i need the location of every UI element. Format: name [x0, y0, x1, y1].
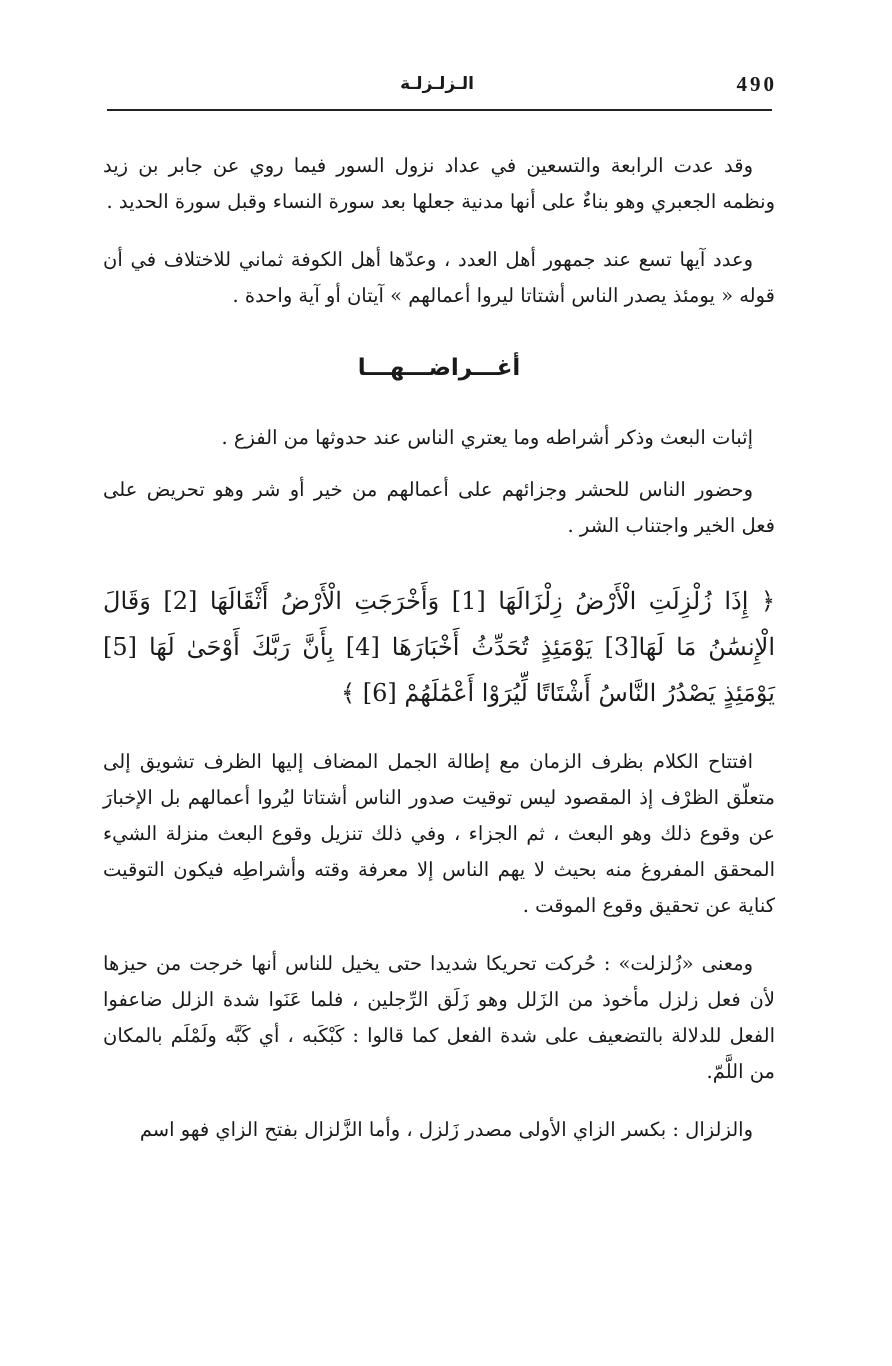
page-body	[103, 148, 775, 1170]
paragraph-verse-count: وعدد آيها تسع عند جمهور أهل العدد ، وعدّها أهل الكوفة ثماني للاختلاف في أن قوله « يومئذ يصدر الناس أشتاتا ليروا أعمالهم » آيتان أو آية واحدة .	[103, 248, 775, 307]
paragraph-revelation-order: وقد عدت الرابعة والتسعين في عداد نزول السور فيما روي عن جابر بن زيد ونظمه الجعبري وهو بناءٌ على أنها مدنية جعلها بعد سورة النساء وقبل سورة الحديد .	[103, 154, 775, 213]
section-title: أغـــراضـــهـــا	[357, 355, 521, 381]
paragraph-commentary-2: ومعنى «زُلزلت» : حُركت تحريكا شديدا حتى يخيل للناس أنها خرجت من حيزها لأن فعل زلزل مأخوذ من الزَلل وهو زَلَق الرِّجلين ، فلما عَنَوا شدة الزلل ضاعفوا الفعل للدلالة بالتضعيف على شدة الفعل كما قالوا : كَبْكَبه ، أي كَبَّه ولَمْلَم بالمكان من اللَّمّ.	[103, 952, 775, 1083]
quran-verse-block	[103, 578, 775, 716]
paragraph-commentary-3: والزلزال : بكسر الزاي الأولى مصدر زَلزل ، وأما الزَّلزال بفتح الزاي فهو اسم	[139, 1118, 753, 1141]
paragraph-purpose-2: وحضور الناس للحشر وجزائهم على أعمالهم من خير أو شر وهو تحريض على فعل الخير واجتناب الشر .	[103, 478, 775, 537]
page-number: 490	[736, 72, 777, 96]
quran-verse-text: إِذَا زُلْزِلَتِ الْأَرْضُ زِلْزَالَهَا [1] وَأَخْرَجَتِ الْأَرْضُ أَثْقَالَهَا [2] وَقَالَ الْإِنسَٰنُ مَا لَهَا[3] يَوْمَئِذٍ تُحَدِّثُ أَخْبَارَهَا [4] بِأَنَّ رَبَّكَ أَوْحَىٰ لَهَا [5] يَوْمَئِذٍ يَصْدُرُ النَّاسُ أَشْتَاتًا لِّيُرَوْا أَعْمَٰلَهُمْ [6]	[103, 587, 775, 707]
paragraph-purpose-1: إثبات البعث وذكر أشراطه وما يعتري الناس عند حدوثها من الفزع .	[221, 426, 753, 449]
verse-open-bracket: ﴿	[760, 587, 775, 615]
paragraph-commentary-1: افتتاح الكلام بظرف الزمان مع إطالة الجمل المضاف إليها الظرف تشويق إلى متعلّق الظرْف إذ المقصود ليس توقيت صدور الناس أشتاتا ليُروا أعمالهم بل الإخبارَ عن وقوع ذلك وهو البعث ، ثم الجزاء ، وفي ذلك تنزيل وقوع البعث منزلة الشيء المحقق المفروغ منه بحيث لا يهم الناس إلا معرفة وقته وأشراطِه فيكون التوقيت كناية عن تحقيق وقوع الموقت .	[103, 750, 775, 917]
verse-close-bracket: ﴾	[340, 679, 356, 707]
header-rule	[107, 109, 772, 111]
page-header	[107, 68, 777, 108]
running-title: الـزلـزلـة	[400, 74, 474, 94]
